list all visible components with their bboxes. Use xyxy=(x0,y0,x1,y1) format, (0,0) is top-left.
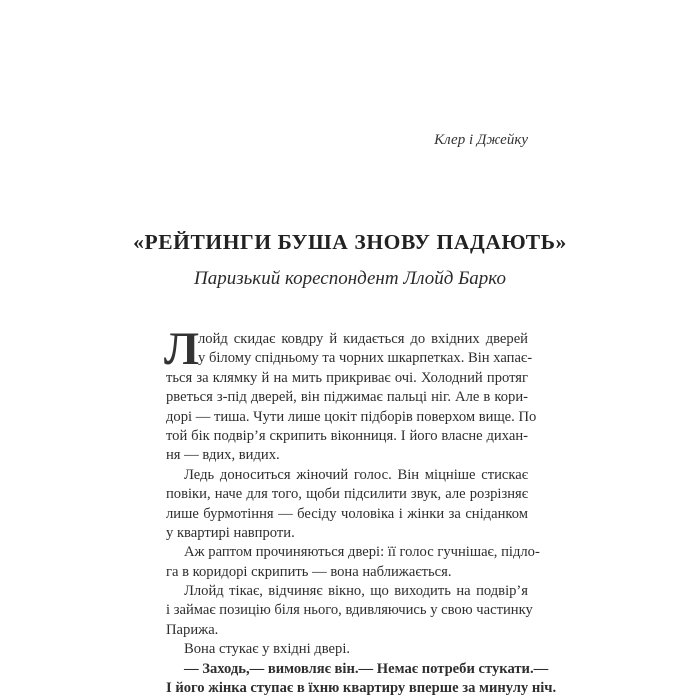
text-line: Вона стукає у вхідні двері. xyxy=(184,641,351,658)
text-line: Аж раптом прочиняються двері: її голос гучнішає, підло- xyxy=(184,544,540,561)
text-line: І його жінка ступає в їхню квартиру вперше за минулу ніч. xyxy=(166,680,557,697)
text-line: Парижа. xyxy=(166,621,219,638)
text-line: — Заходь,— вимовляє він.— Немає потреби стукати.— xyxy=(184,660,549,677)
text-line: дорі — тиша. Чути лише цокіт підборів поверхом вище. По xyxy=(166,408,537,425)
text-line: і займає позицію біля нього, вдивляючись у свою частинку xyxy=(166,602,533,619)
text-line: ться за клямку й на мить прикриває очі. Холодний протяг xyxy=(166,369,528,386)
text-line: рветься з-під дверей, він піджимає пальці ніг. Але в кори- xyxy=(166,389,528,406)
text-line: Ллойд тікає, відчиняє вікно, що виходить на подвір’я xyxy=(184,583,528,600)
text-line: у білому спідньому та чорних шкарпетках. Він хапає- xyxy=(198,350,533,367)
chapter-title: «РЕЙТИНГИ БУША ЗНОВУ ПАДАЮТЬ» xyxy=(133,230,567,254)
text-line: лойд скидає ковдру й кидається до вхідних дверей xyxy=(198,331,528,347)
text-line: той бік подвір’я скрипить віконниця. І його власне дихан- xyxy=(166,427,528,444)
drop-cap-letter: Л xyxy=(164,323,200,375)
chapter-subtitle: Паризький кореспондент Ллойд Барко xyxy=(194,268,506,289)
text-line: повіки, наче для того, щоби підсилити звук, але розрізняє xyxy=(166,486,528,503)
text-line: га в коридорі скрипить — вона наближається. xyxy=(166,563,452,580)
text-line: у квартирі навпроти. xyxy=(166,524,295,541)
text-line: ня — вдих, видих. xyxy=(166,447,280,464)
text-line: Ледь доноситься жіночий голос. Він міцніше стискає xyxy=(184,466,528,483)
text-line: лише бурмотіння — бесіду чоловіка і жінки за сніданком xyxy=(166,505,528,522)
dedication-epigraph: Клер і Джейку xyxy=(434,132,528,148)
body-text xyxy=(164,323,557,698)
